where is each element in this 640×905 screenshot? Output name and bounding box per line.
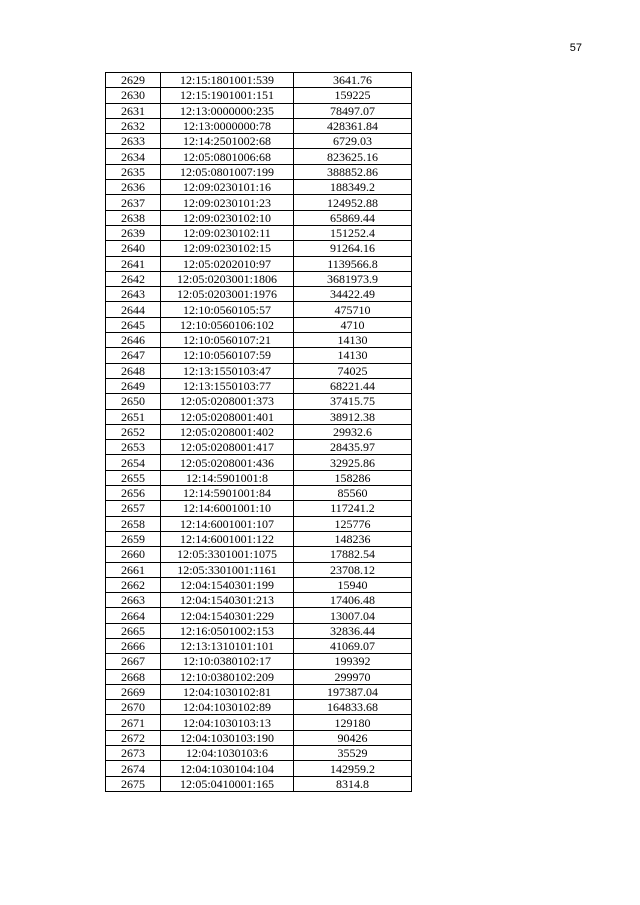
cadastral-number-cell: 12:04:1540301:229 [161, 608, 294, 623]
row-index-cell: 2668 [106, 669, 161, 684]
cadastral-number-cell: 12:15:1901001:151 [161, 88, 294, 103]
table-row [106, 638, 412, 653]
amount-cell: 299970 [294, 669, 412, 684]
table-row [106, 623, 412, 638]
cadastral-number-cell: 12:05:0208001:436 [161, 455, 294, 470]
amount-cell: 3641.76 [294, 73, 412, 88]
table-row [106, 684, 412, 699]
cadastral-number-cell: 12:09:0230101:23 [161, 195, 294, 210]
table-row [106, 394, 412, 409]
cadastral-number-cell: 12:13:1550103:47 [161, 363, 294, 378]
row-index-cell: 2635 [106, 164, 161, 179]
row-index-cell: 2633 [106, 134, 161, 149]
cadastral-number-cell: 12:14:5901001:8 [161, 470, 294, 485]
table-row [106, 654, 412, 669]
row-index-cell: 2665 [106, 623, 161, 638]
row-index-cell: 2674 [106, 761, 161, 776]
table-row [106, 210, 412, 225]
row-index-cell: 2652 [106, 424, 161, 439]
amount-cell: 151252.4 [294, 225, 412, 240]
cadastral-number-cell: 12:14:6001001:122 [161, 531, 294, 546]
table-row [106, 486, 412, 501]
table-row [106, 577, 412, 592]
amount-cell: 428361.84 [294, 118, 412, 133]
amount-cell: 129180 [294, 715, 412, 730]
cadastral-number-cell: 12:05:3301001:1075 [161, 547, 294, 562]
table-row [106, 761, 412, 776]
amount-cell: 142959.2 [294, 761, 412, 776]
cadastral-number-cell: 12:13:1550103:77 [161, 378, 294, 393]
cadastral-number-cell: 12:04:1030102:81 [161, 684, 294, 699]
row-index-cell: 2629 [106, 73, 161, 88]
cadastral-number-cell: 12:04:1030103:190 [161, 730, 294, 745]
table-row [106, 516, 412, 531]
page-number: 57 [569, 42, 582, 54]
amount-cell: 14130 [294, 348, 412, 363]
amount-cell: 14130 [294, 333, 412, 348]
table-row [106, 715, 412, 730]
table-row [106, 363, 412, 378]
row-index-cell: 2672 [106, 730, 161, 745]
row-index-cell: 2661 [106, 562, 161, 577]
amount-cell: 32925.86 [294, 455, 412, 470]
table-row [106, 134, 412, 149]
table-row [106, 501, 412, 516]
row-index-cell: 2653 [106, 440, 161, 455]
cadastral-number-cell: 12:09:0230102:15 [161, 241, 294, 256]
amount-cell: 68221.44 [294, 378, 412, 393]
cadastral-number-cell: 12:05:0208001:373 [161, 394, 294, 409]
table-row [106, 302, 412, 317]
row-index-cell: 2656 [106, 486, 161, 501]
table-row [106, 118, 412, 133]
amount-cell: 17882.54 [294, 547, 412, 562]
table-row [106, 164, 412, 179]
amount-cell: 158286 [294, 470, 412, 485]
amount-cell: 34422.49 [294, 287, 412, 302]
data-table [105, 72, 412, 792]
cadastral-number-cell: 12:05:0208001:402 [161, 424, 294, 439]
amount-cell: 3681973.9 [294, 271, 412, 286]
amount-cell: 4710 [294, 317, 412, 332]
table-row [106, 103, 412, 118]
amount-cell: 90426 [294, 730, 412, 745]
amount-cell: 199392 [294, 654, 412, 669]
cadastral-number-cell: 12:10:0560107:59 [161, 348, 294, 363]
amount-cell: 188349.2 [294, 180, 412, 195]
row-index-cell: 2658 [106, 516, 161, 531]
row-index-cell: 2642 [106, 271, 161, 286]
table-row [106, 317, 412, 332]
row-index-cell: 2634 [106, 149, 161, 164]
cadastral-number-cell: 12:05:0203001:1806 [161, 271, 294, 286]
amount-cell: 197387.04 [294, 684, 412, 699]
table-row [106, 241, 412, 256]
table-row [106, 149, 412, 164]
row-index-cell: 2666 [106, 638, 161, 653]
cadastral-number-cell: 12:04:1030104:104 [161, 761, 294, 776]
row-index-cell: 2651 [106, 409, 161, 424]
amount-cell: 65869.44 [294, 210, 412, 225]
cadastral-number-cell: 12:10:0560107:21 [161, 333, 294, 348]
table-row [106, 669, 412, 684]
row-index-cell: 2664 [106, 608, 161, 623]
table-row [106, 88, 412, 103]
table-row [106, 470, 412, 485]
table-row [106, 440, 412, 455]
amount-cell: 85560 [294, 486, 412, 501]
cadastral-number-cell: 12:05:0202010:97 [161, 256, 294, 271]
table-row [106, 746, 412, 761]
table-row [106, 547, 412, 562]
amount-cell: 125776 [294, 516, 412, 531]
cadastral-number-cell: 12:14:2501002:68 [161, 134, 294, 149]
amount-cell: 159225 [294, 88, 412, 103]
amount-cell: 1139566.8 [294, 256, 412, 271]
amount-cell: 17406.48 [294, 593, 412, 608]
table-row [106, 700, 412, 715]
row-index-cell: 2643 [106, 287, 161, 302]
amount-cell: 37415.75 [294, 394, 412, 409]
cadastral-number-cell: 12:04:1540301:213 [161, 593, 294, 608]
cadastral-number-cell: 12:13:0000000:78 [161, 118, 294, 133]
cadastral-number-cell: 12:16:0501002:153 [161, 623, 294, 638]
row-index-cell: 2647 [106, 348, 161, 363]
cadastral-number-cell: 12:04:1030103:6 [161, 746, 294, 761]
row-index-cell: 2650 [106, 394, 161, 409]
amount-cell: 15940 [294, 577, 412, 592]
amount-cell: 475710 [294, 302, 412, 317]
amount-cell: 28435.97 [294, 440, 412, 455]
row-index-cell: 2654 [106, 455, 161, 470]
table-row [106, 287, 412, 302]
cadastral-number-cell: 12:14:6001001:107 [161, 516, 294, 531]
row-index-cell: 2667 [106, 654, 161, 669]
table-row [106, 730, 412, 745]
row-index-cell: 2660 [106, 547, 161, 562]
amount-cell: 148236 [294, 531, 412, 546]
amount-cell: 74025 [294, 363, 412, 378]
row-index-cell: 2630 [106, 88, 161, 103]
cadastral-number-cell: 12:14:6001001:10 [161, 501, 294, 516]
row-index-cell: 2636 [106, 180, 161, 195]
table-row [106, 455, 412, 470]
table-row [106, 333, 412, 348]
table-row [106, 73, 412, 88]
cadastral-number-cell: 12:05:0410001:165 [161, 776, 294, 791]
table-row [106, 608, 412, 623]
amount-cell: 91264.16 [294, 241, 412, 256]
row-index-cell: 2655 [106, 470, 161, 485]
amount-cell: 23708.12 [294, 562, 412, 577]
table-row [106, 776, 412, 791]
amount-cell: 8314.8 [294, 776, 412, 791]
cadastral-number-cell: 12:13:1310101:101 [161, 638, 294, 653]
row-index-cell: 2669 [106, 684, 161, 699]
row-index-cell: 2670 [106, 700, 161, 715]
amount-cell: 117241.2 [294, 501, 412, 516]
row-index-cell: 2631 [106, 103, 161, 118]
row-index-cell: 2638 [106, 210, 161, 225]
cadastral-number-cell: 12:05:0801006:68 [161, 149, 294, 164]
cadastral-number-cell: 12:09:0230102:11 [161, 225, 294, 240]
cadastral-number-cell: 12:04:1030102:89 [161, 700, 294, 715]
table-row [106, 271, 412, 286]
cadastral-number-cell: 12:09:0230101:16 [161, 180, 294, 195]
row-index-cell: 2673 [106, 746, 161, 761]
row-index-cell: 2659 [106, 531, 161, 546]
cadastral-number-cell: 12:10:0560106:102 [161, 317, 294, 332]
amount-cell: 124952.88 [294, 195, 412, 210]
cadastral-number-cell: 12:05:0203001:1976 [161, 287, 294, 302]
table-row [106, 256, 412, 271]
cadastral-number-cell: 12:05:0208001:401 [161, 409, 294, 424]
cadastral-number-cell: 12:04:1030103:13 [161, 715, 294, 730]
table-body [106, 73, 412, 792]
table-row [106, 180, 412, 195]
cadastral-number-cell: 12:15:1801001:539 [161, 73, 294, 88]
amount-cell: 29932.6 [294, 424, 412, 439]
row-index-cell: 2671 [106, 715, 161, 730]
amount-cell: 78497.07 [294, 103, 412, 118]
cadastral-number-cell: 12:05:3301001:1161 [161, 562, 294, 577]
table-row [106, 409, 412, 424]
row-index-cell: 2637 [106, 195, 161, 210]
row-index-cell: 2662 [106, 577, 161, 592]
row-index-cell: 2675 [106, 776, 161, 791]
cadastral-number-cell: 12:10:0560105:57 [161, 302, 294, 317]
amount-cell: 35529 [294, 746, 412, 761]
cadastral-number-cell: 12:09:0230102:10 [161, 210, 294, 225]
amount-cell: 164833.68 [294, 700, 412, 715]
amount-cell: 41069.07 [294, 638, 412, 653]
row-index-cell: 2632 [106, 118, 161, 133]
amount-cell: 32836.44 [294, 623, 412, 638]
cadastral-number-cell: 12:05:0801007:199 [161, 164, 294, 179]
cadastral-number-cell: 12:14:5901001:84 [161, 486, 294, 501]
row-index-cell: 2646 [106, 333, 161, 348]
cadastral-number-cell: 12:04:1540301:199 [161, 577, 294, 592]
amount-cell: 6729.03 [294, 134, 412, 149]
table-row [106, 531, 412, 546]
cadastral-number-cell: 12:10:0380102:209 [161, 669, 294, 684]
cadastral-number-cell: 12:13:0000000:235 [161, 103, 294, 118]
row-index-cell: 2648 [106, 363, 161, 378]
table-row [106, 195, 412, 210]
row-index-cell: 2639 [106, 225, 161, 240]
row-index-cell: 2645 [106, 317, 161, 332]
table-row [106, 348, 412, 363]
amount-cell: 13007.04 [294, 608, 412, 623]
row-index-cell: 2649 [106, 378, 161, 393]
cadastral-number-cell: 12:10:0380102:17 [161, 654, 294, 669]
table-row [106, 424, 412, 439]
table-row [106, 225, 412, 240]
table-row [106, 378, 412, 393]
amount-cell: 38912.38 [294, 409, 412, 424]
row-index-cell: 2641 [106, 256, 161, 271]
row-index-cell: 2657 [106, 501, 161, 516]
row-index-cell: 2640 [106, 241, 161, 256]
table-row [106, 562, 412, 577]
cadastral-number-cell: 12:05:0208001:417 [161, 440, 294, 455]
amount-cell: 823625.16 [294, 149, 412, 164]
amount-cell: 388852.86 [294, 164, 412, 179]
row-index-cell: 2663 [106, 593, 161, 608]
table-row [106, 593, 412, 608]
row-index-cell: 2644 [106, 302, 161, 317]
